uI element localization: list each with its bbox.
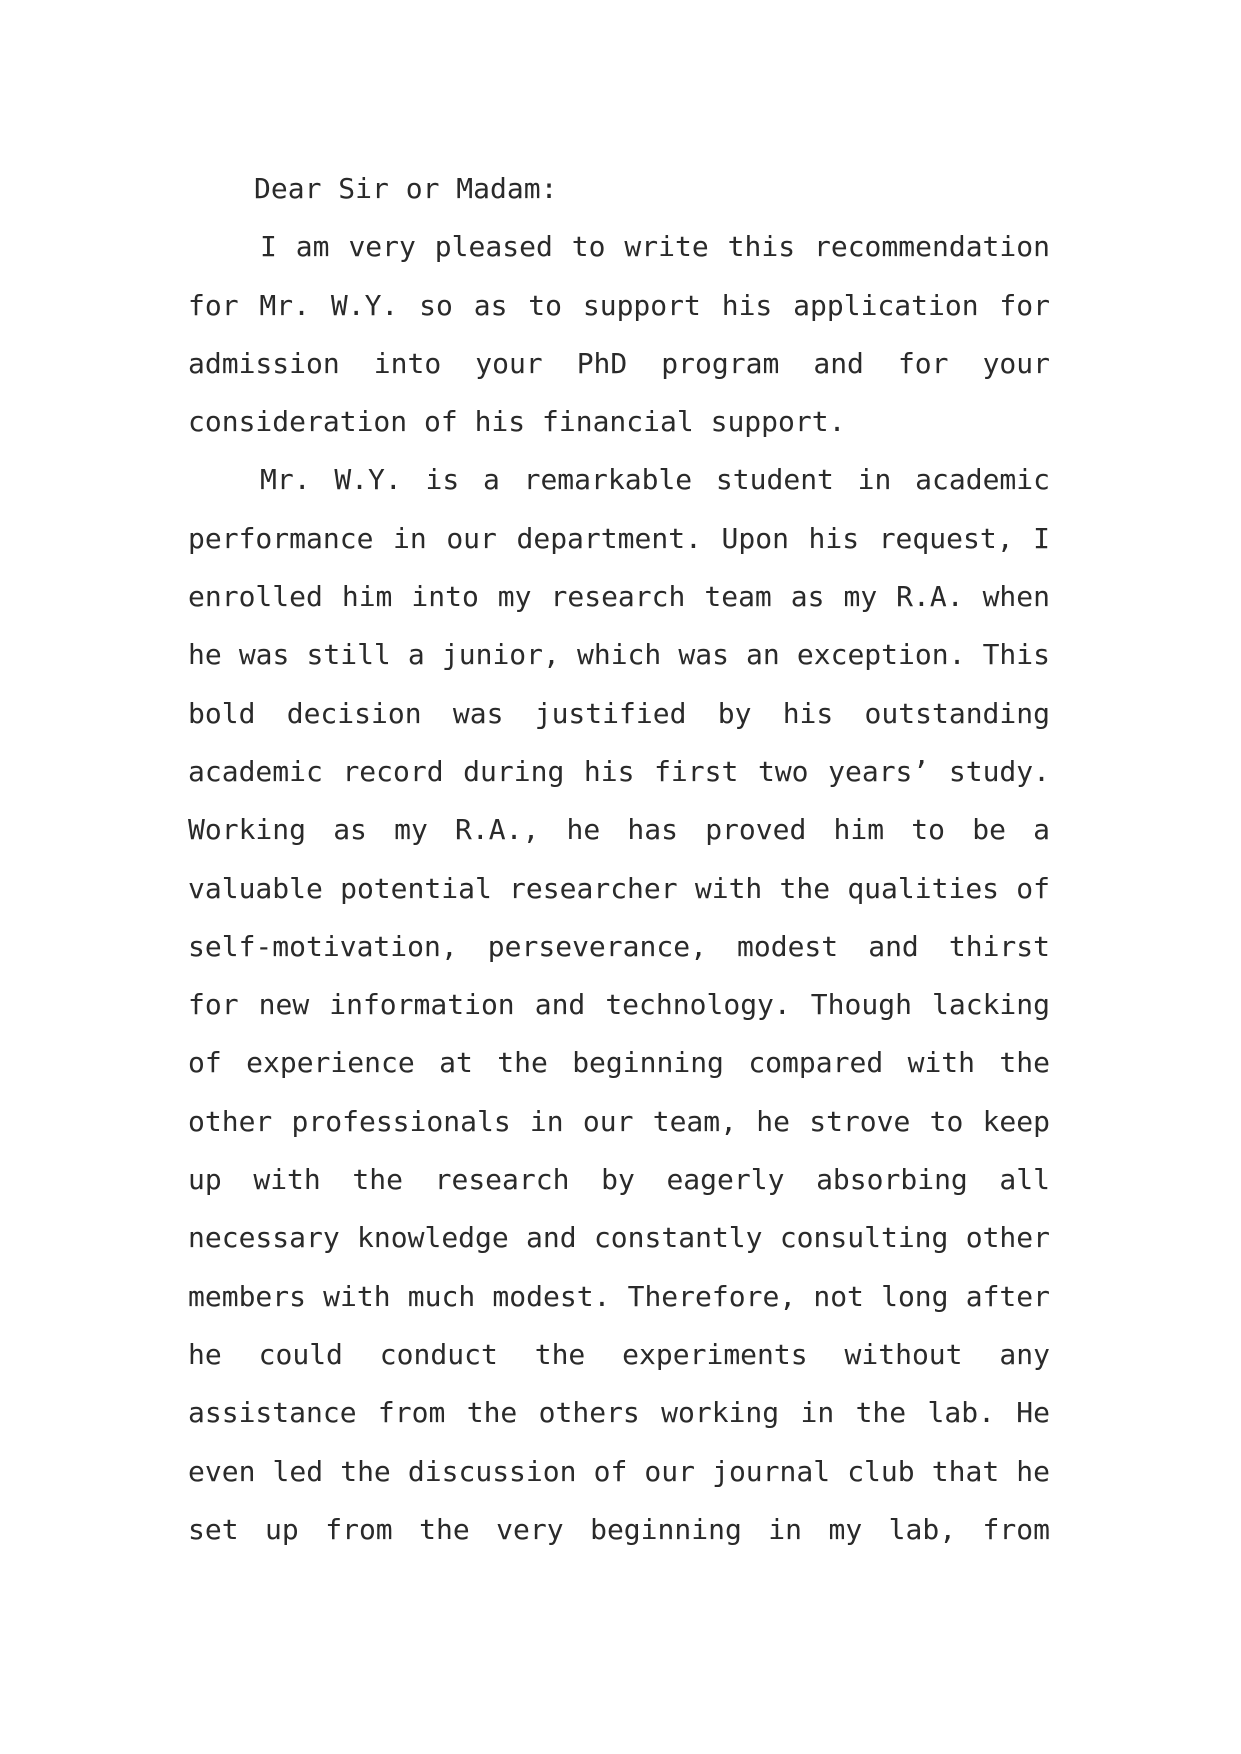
paragraph-application [188,218,1050,451]
paragraph-line: I am very pleased to write this recommendation [260,230,1050,264]
salutation: Dear Sir or Madam: [254,172,558,205]
letter-body [188,160,1050,1559]
paragraph-line: Working as my R.A., he has proved him to be a [188,813,1050,847]
paragraph-line: bold decision was justified by his outstanding [188,696,1050,730]
paragraph-line: members with much modest. Therefore, not long after [188,1279,1050,1313]
paragraph-line: admission into your PhD program and for your [188,346,1050,380]
paragraph-line: for new information and technology. Though lacking [188,988,1050,1022]
paragraph-line: for Mr. W.Y. so as to support his application for [188,288,1050,322]
paragraph-line: academic record during his first two years’ study. [188,754,1050,788]
paragraph-line: self-motivation, perseverance, modest and thirst [188,929,1050,963]
paragraph-line: necessary knowledge and constantly consulting other [188,1221,1050,1255]
paragraph-line: he was still a junior, which was an exception. This [188,638,1050,672]
paragraph-line: of experience at the beginning compared with the [188,1046,1050,1080]
paragraph-line: set up from the very beginning in my lab, from [188,1512,1050,1546]
paragraph-line: assistance from the others working in the lab. He [188,1396,1050,1430]
paragraph-line: Mr. W.Y. is a remarkable student in academic [260,463,1050,497]
paragraph-line: he could conduct the experiments without any [188,1337,1050,1371]
paragraph-line: consideration of his financial support. [188,405,846,439]
paragraph-line: even led the discussion of our journal club that he [188,1454,1050,1488]
paragraph-line: valuable potential researcher with the qualities of [188,871,1050,905]
paragraph-line: performance in our department. Upon his request, I [188,521,1050,555]
paragraph-line: up with the research by eagerly absorbing all [188,1163,1050,1197]
paragraph-line: enrolled him into my research team as my R.A. when [188,580,1050,614]
paragraph-performance [188,451,1050,1559]
paragraph-line: other professionals in our team, he strove to keep [188,1104,1050,1138]
